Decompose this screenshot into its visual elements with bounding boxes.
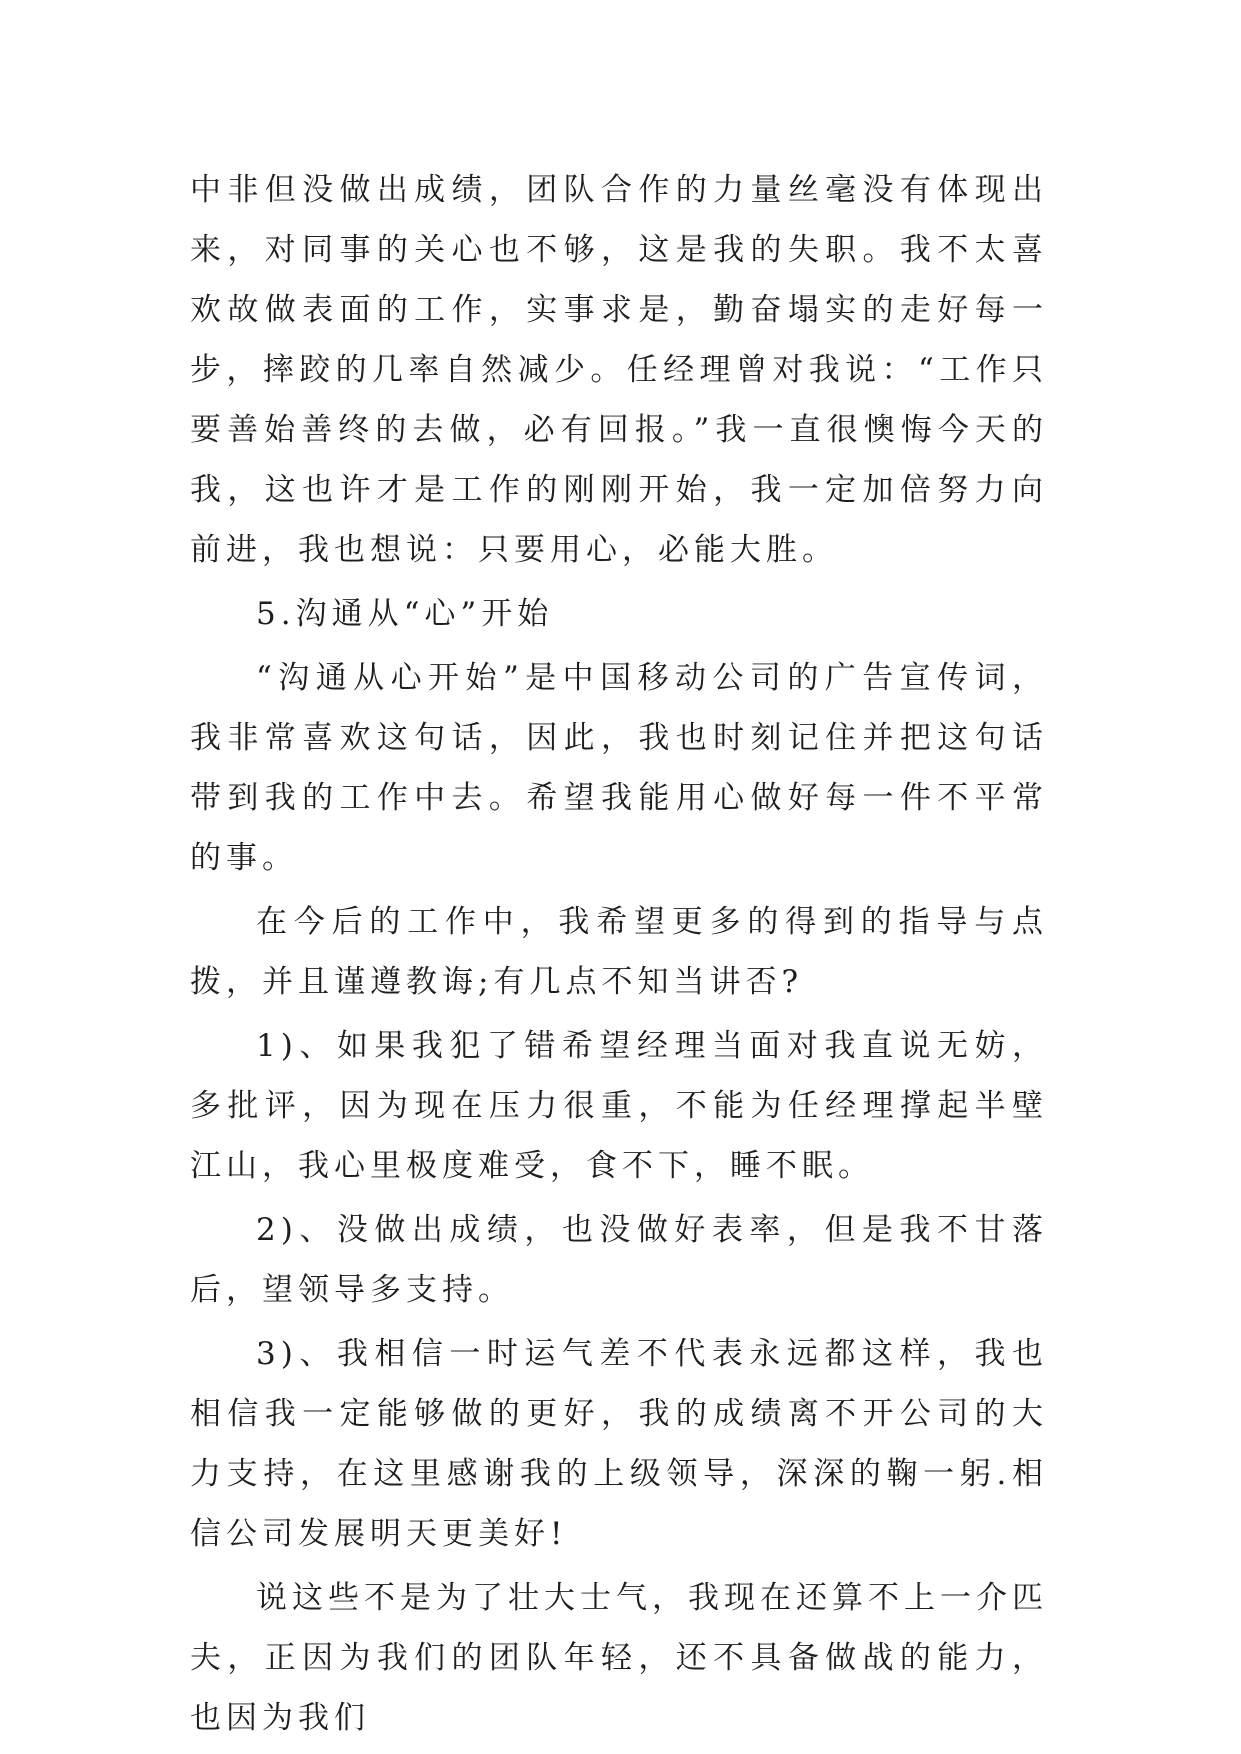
list-item-1: 1)、如果我犯了错希望经理当面对我直说无妨，多批评，因为现在压力很重，不能为任经理撑起半壁江山，我心里极度难受，食不下，睡不眠。 bbox=[190, 1028, 1048, 1184]
paragraph-closing: 说这些不是为了壮大士气，我现在还算不上一介匹夫，正因为我们的团队年轻，还不具备做战的能力，也因为我们 bbox=[190, 1580, 1048, 1736]
section-heading: 5.沟通从“心”开始 bbox=[256, 596, 554, 632]
document-body bbox=[190, 160, 1048, 1748]
paragraph-guidance: 在今后的工作中，我希望更多的得到的指导与点拨，并且谨遵教诲;有几点不知当讲否? bbox=[190, 904, 1048, 1000]
list-item-3: 3)、我相信一时运气差不代表永远都这样，我也相信我一定能够做的更好，我的成绩离不开公司的大力支持，在这里感谢我的上级领导，深深的鞠一躬.相信公司发展明天更美好! bbox=[190, 1336, 1048, 1552]
list-item-2: 2)、没做出成绩，也没做好表率，但是我不甘落后，望领导多支持。 bbox=[190, 1212, 1048, 1308]
paragraph-slogan: “沟通从心开始”是中国移动公司的广告宣传词，我非常喜欢这句话，因此，我也时刻记住并把这句话带到我的工作中去。希望我能用心做好每一件不平常的事。 bbox=[190, 660, 1048, 876]
paragraph-continuation: 中非但没做出成绩，团队合作的力量丝毫没有体现出来，对同事的关心也不够，这是我的失职。我不太喜欢故做表面的工作，实事求是，勤奋塌实的走好每一步，摔跤的几率自然减少。任经理曾对我说：“工作只要善始善终的去做，必有回报。”我一直很懊悔今天的我，这也许才是工作的刚刚开始，我一定加倍努力向前进，我也想说：只要用心，必能大胜。 bbox=[190, 172, 1048, 568]
